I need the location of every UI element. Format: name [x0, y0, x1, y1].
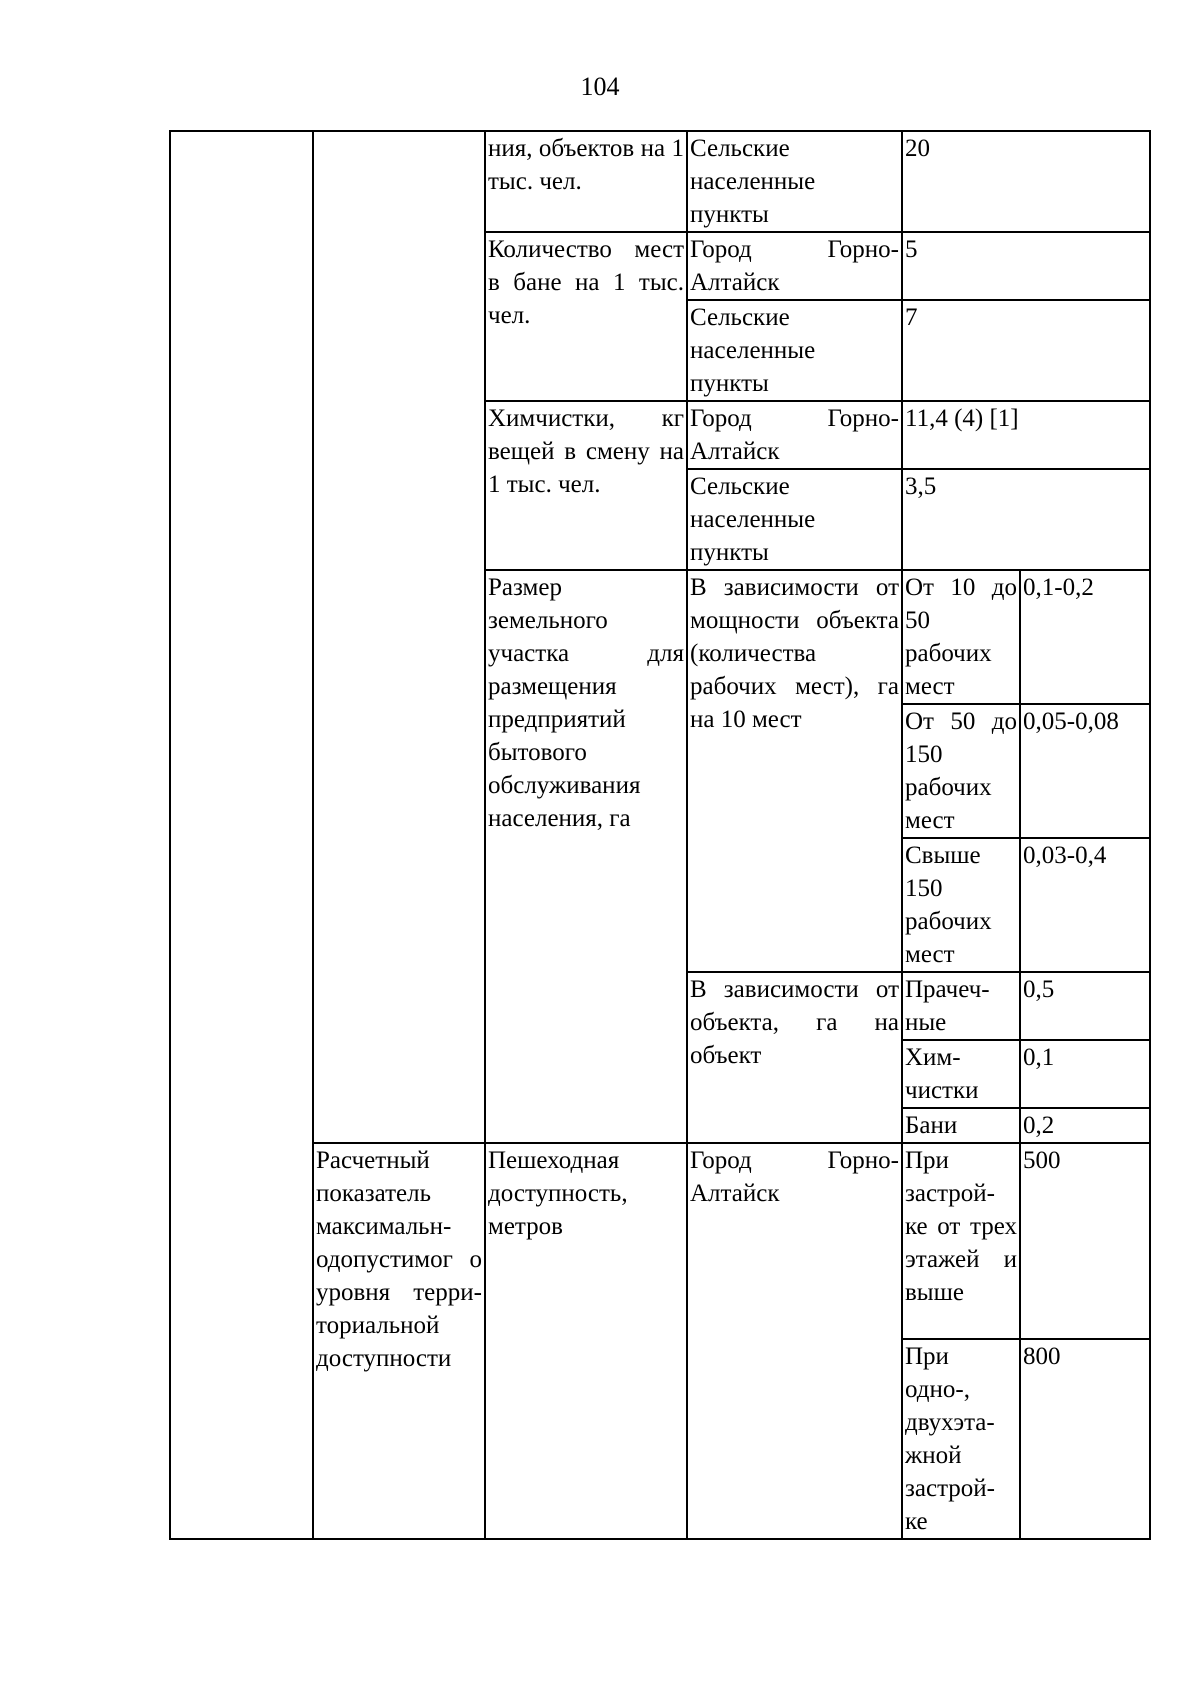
- cell-settlement: Сельские населенные пункты: [687, 300, 902, 401]
- cell-section-blank: [170, 131, 313, 1539]
- cell-indicator-name: Размер земельного участка для размещения предприятий бытового обслуживания населения, га: [485, 570, 687, 1143]
- cell-subcategory: От 50 до 150 рабочих мест: [902, 704, 1020, 838]
- cell-value: 0,03-0,4: [1020, 838, 1150, 972]
- cell-settlement: Сельские населенные пункты: [687, 131, 902, 232]
- cell-subcategory: Хим-чистки: [902, 1040, 1020, 1108]
- cell-value: 0,1: [1020, 1040, 1150, 1108]
- cell-value: 11,4 (4) [1]: [902, 401, 1150, 469]
- cell-indicator: Расчетный показатель максимальн-одопустимог о уровня терри-ториальной доступности: [313, 1143, 485, 1539]
- table-row: [170, 131, 1150, 232]
- cell-value: 0,5: [1020, 972, 1150, 1040]
- cell-settlement: Город Горно-Алтайск: [687, 401, 902, 469]
- cell-subcategory: При одно-, двухэта-жной застрой-ке: [902, 1339, 1020, 1539]
- cell-value: 500: [1020, 1143, 1150, 1339]
- cell-value: 0,05-0,08: [1020, 704, 1150, 838]
- cell-condition: В зависимости от объекта, га на объект: [687, 972, 902, 1143]
- cell-value: 0,1-0,2: [1020, 570, 1150, 704]
- cell-condition: В зависимости от мощности объекта (количества рабочих мест), га на 10 мест: [687, 570, 902, 972]
- cell-subcategory: При застрой-ке от трех этажей и выше: [902, 1143, 1020, 1339]
- cell-indicator-name: Количество мест в бане на 1 тыс. чел.: [485, 232, 687, 401]
- cell-settlement: Город Горно-Алтайск: [687, 1143, 902, 1539]
- cell-value: 800: [1020, 1339, 1150, 1539]
- page-number: 104: [580, 72, 620, 101]
- cell-value: 3,5: [902, 469, 1150, 570]
- cell-subcategory: Прачеч-ные: [902, 972, 1020, 1040]
- cell-indicator-name: ния, объектов на 1 тыс. чел.: [485, 131, 687, 232]
- cell-subcategory: Свыше 150 рабочих мест: [902, 838, 1020, 972]
- cell-value: 5: [902, 232, 1150, 300]
- cell-value: 7: [902, 300, 1150, 401]
- cell-subcategory: От 10 до 50 рабочих мест: [902, 570, 1020, 704]
- cell-subcategory: Бани: [902, 1108, 1020, 1143]
- cell-settlement: Сельские населенные пункты: [687, 469, 902, 570]
- cell-indicator-blank: [313, 131, 485, 1143]
- norms-table: [169, 130, 1151, 1540]
- cell-indicator-name: Пешеходная доступность, метров: [485, 1143, 687, 1539]
- cell-settlement: Город Горно-Алтайск: [687, 232, 902, 300]
- cell-value: 0,2: [1020, 1108, 1150, 1143]
- cell-value: 20: [902, 131, 1150, 232]
- table-row: [170, 1143, 1150, 1339]
- cell-indicator-name: Химчистки, кг вещей в смену на 1 тыс. чел.: [485, 401, 687, 570]
